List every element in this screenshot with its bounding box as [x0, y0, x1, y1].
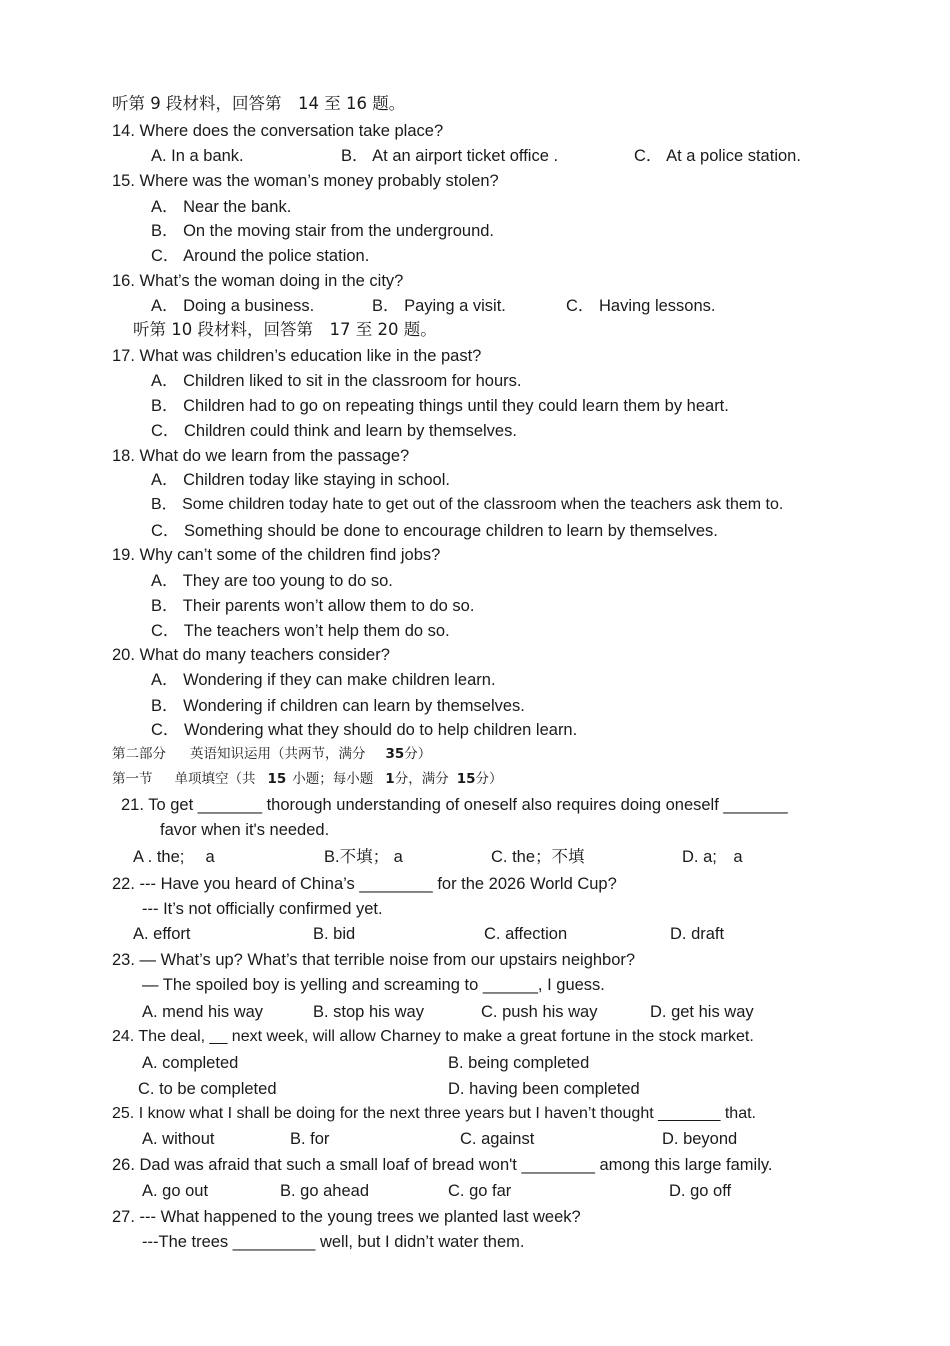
- question-23-option-d: D. get his way: [650, 1003, 754, 1021]
- question-14-option-a: A. In a bank.: [151, 147, 244, 165]
- section-9-header: 听第 9 段材料，回答第 14 至 16 题。: [112, 94, 406, 113]
- question-17-option-a: A． Children liked to sit in the classroom for hours.: [151, 372, 522, 390]
- section-1-desc-b: 小题；每小题: [292, 771, 374, 787]
- question-17-stem: 17. What was children’s education like in the past?: [112, 347, 482, 365]
- section-1-title: [112, 769, 503, 789]
- question-22-option-b: B. bid: [313, 925, 356, 943]
- question-19-option-c: C． The teachers won’t help them do so.: [151, 622, 450, 640]
- question-20-option-a: A． Wondering if they can make children learn.: [151, 671, 496, 689]
- question-16-option-b: B． Paying a visit.: [372, 297, 506, 315]
- question-25-stem: 25. I know what I shall be doing for the next three years but I haven’t thought _______ that.: [112, 1105, 756, 1122]
- question-21-option-b: B.不填； a: [324, 848, 403, 866]
- question-14-option-c: C． At a police station.: [634, 147, 801, 165]
- part-2-label: 第二部分: [112, 746, 166, 762]
- question-18-option-c: C． Something should be done to encourage children to learn by themselves.: [151, 522, 718, 540]
- question-24-stem: 24. The deal, __ next week, will allow Charney to make a great fortune in the stock market.: [112, 1028, 754, 1045]
- question-16-option-c: C． Having lessons.: [566, 297, 716, 315]
- question-21-stem-cont: favor when it's needed.: [160, 821, 330, 839]
- question-22-stem: 22. --- Have you heard of China’s ________ for the 2026 World Cup?: [112, 875, 617, 893]
- question-21-option-c: C. the；不填: [491, 848, 585, 866]
- section-1-desc-c: 分，满分: [394, 771, 449, 787]
- question-20-option-b: B． Wondering if children can learn by themselves.: [151, 697, 525, 715]
- question-20-option-c: C． Wondering what they should do to help children learn.: [151, 721, 578, 739]
- question-26-option-c: C. go far: [448, 1182, 512, 1200]
- question-18-option-b: B． Some children today hate to get out of the classroom when the teachers ask them to.: [151, 496, 784, 513]
- question-20-stem: 20. What do many teachers consider?: [112, 646, 390, 664]
- question-15-stem: 15. Where was the woman’s money probably stolen?: [112, 172, 499, 190]
- part-2-description: 英语知识运用（共两节，满分: [190, 746, 366, 762]
- part-2-title: [112, 744, 431, 764]
- question-24-option-b: B. being completed: [448, 1054, 590, 1072]
- question-15-option-a: A． Near the bank.: [151, 198, 292, 216]
- question-23-option-b: B. stop his way: [313, 1003, 424, 1021]
- question-26-option-a: A. go out: [142, 1182, 209, 1200]
- question-24-option-a: A. completed: [142, 1054, 239, 1072]
- part-2-unit: 分）: [404, 746, 432, 762]
- question-18-option-a: A． Children today like staying in school.: [151, 471, 450, 489]
- question-14-stem: 14. Where does the conversation take place?: [112, 122, 444, 140]
- question-25-option-a: A. without: [142, 1130, 215, 1148]
- question-18-stem: 18. What do we learn from the passage?: [112, 447, 410, 465]
- question-26-option-d: D. go off: [669, 1182, 732, 1200]
- question-21-option-d: D. a; a: [682, 848, 743, 866]
- question-22-option-d: D. draft: [670, 925, 725, 943]
- question-27-stem: 27. --- What happened to the young trees we planted last week?: [112, 1208, 581, 1226]
- question-21-option-a: A . the; a: [133, 848, 215, 866]
- question-25-option-d: D. beyond: [662, 1130, 738, 1148]
- question-26-option-b: B. go ahead: [280, 1182, 369, 1200]
- section-1-each: 1: [385, 771, 395, 787]
- question-19-option-a: A． They are too young to do so.: [151, 572, 393, 590]
- question-23-option-a: A. mend his way: [142, 1003, 264, 1021]
- question-25-option-b: B. for: [290, 1130, 330, 1148]
- question-15-option-c: C． Around the police station.: [151, 247, 370, 265]
- question-19-stem: 19. Why can’t some of the children find jobs?: [112, 546, 441, 564]
- section-1-total: 15: [456, 771, 476, 787]
- section-10-header: 听第 10 段材料，回答第 17 至 20 题。: [133, 320, 437, 339]
- question-22-stem-cont: --- It’s not officially confirmed yet.: [142, 900, 383, 918]
- part-2-score: 35: [385, 746, 405, 762]
- question-23-option-c: C. push his way: [481, 1003, 598, 1021]
- question-17-option-c: C． Children could think and learn by themselves.: [151, 422, 517, 440]
- question-21-stem: 21. To get _______ thorough understanding of oneself also requires doing oneself _______: [121, 796, 788, 814]
- question-25-option-c: C. against: [460, 1130, 535, 1148]
- question-27-stem-cont: ---The trees _________ well, but I didn’t water them.: [142, 1233, 525, 1251]
- question-22-option-c: C. affection: [484, 925, 568, 943]
- question-16-stem: 16. What’s the woman doing in the city?: [112, 272, 404, 290]
- question-19-option-b: B． Their parents won’t allow them to do so.: [151, 597, 475, 615]
- section-1-label: 第一节: [112, 771, 153, 787]
- question-26-stem: 26. Dad was afraid that such a small loaf of bread won't ________ among this large family.: [112, 1156, 773, 1174]
- question-23-stem: 23. — What’s up? What’s that terrible noise from our upstairs neighbor?: [112, 951, 636, 969]
- question-15-option-b: B． On the moving stair from the underground.: [151, 222, 495, 240]
- question-16-option-a: A． Doing a business.: [151, 297, 315, 315]
- question-17-option-b: B． Children had to go on repeating things until they could learn them by heart.: [151, 397, 729, 415]
- question-14-option-b: B． At an airport ticket office .: [341, 147, 559, 165]
- section-1-desc-a: 单项填空（共: [174, 771, 256, 787]
- question-22-option-a: A. effort: [133, 925, 191, 943]
- question-24-option-c: C. to be completed: [138, 1080, 277, 1098]
- question-23-stem-cont: — The spoiled boy is yelling and screaming to ______, I guess.: [142, 976, 605, 994]
- question-24-option-d: D. having been completed: [448, 1080, 640, 1098]
- section-1-desc-d: 分）: [475, 771, 503, 787]
- section-1-count: 15: [267, 771, 287, 787]
